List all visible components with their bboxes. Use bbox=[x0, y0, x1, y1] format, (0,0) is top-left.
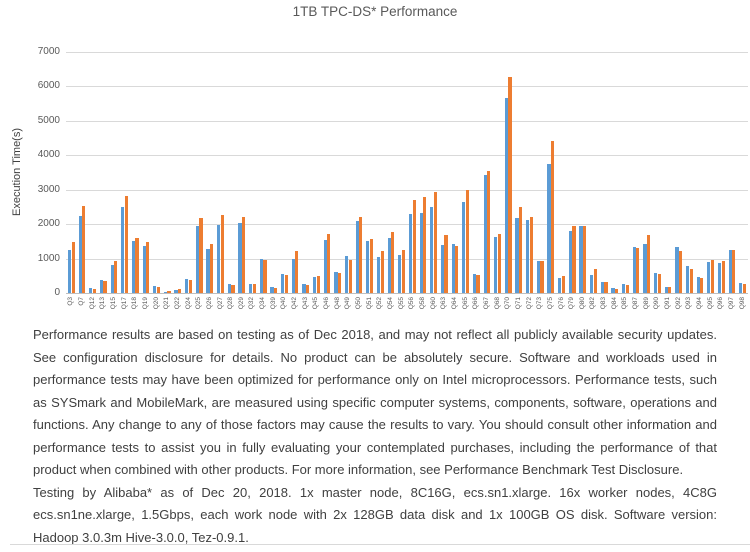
x-tick-label: Q45 bbox=[312, 297, 320, 310]
x-tick-label: Q12 bbox=[88, 297, 96, 310]
bar-Q71-series2 bbox=[519, 207, 522, 293]
x-tick-label: Q90 bbox=[653, 297, 661, 310]
bar-Q54-series2 bbox=[391, 232, 394, 293]
x-tick-label: Q46 bbox=[323, 297, 331, 310]
bar-Q93-series2 bbox=[690, 269, 693, 293]
disclaimer-paragraph-2: Testing by Alibaba* as of Dec 20, 2018. 1x master node, 8C16G, ecs.sn1.xlarge. 16x worker nodes, 4C8G ecs.sn1ne.xlarge, 1.5Gbps, each work node with 2x 128GB data disk and 1x 100GB OS disk. Software version: Hadoop 3.0.3m Hive-3.0.0, Tez-0.9.1. bbox=[33, 484, 717, 545]
bar-Q50-series2 bbox=[359, 217, 362, 293]
bar-Q19-series2 bbox=[146, 242, 149, 293]
y-tick-label: 0 bbox=[54, 287, 60, 298]
x-tick-label: Q51 bbox=[365, 297, 373, 310]
x-tick-label: Q56 bbox=[408, 297, 416, 310]
x-tick-label: Q85 bbox=[621, 297, 629, 310]
x-tick-label: Q68 bbox=[493, 297, 501, 310]
y-tick-label: 4000 bbox=[37, 149, 60, 161]
y-tick-label: 2000 bbox=[37, 218, 60, 230]
gridline bbox=[66, 224, 748, 225]
x-tick-label: Q93 bbox=[685, 297, 693, 310]
y-tick-label: 5000 bbox=[37, 114, 60, 126]
x-tick-label: Q20 bbox=[152, 297, 160, 310]
bar-Q3-series2 bbox=[72, 242, 75, 293]
x-tick-label: Q73 bbox=[536, 297, 544, 310]
y-tick-label: 6000 bbox=[37, 80, 60, 92]
x-tick-label: Q91 bbox=[664, 297, 672, 310]
bar-Q45-series2 bbox=[317, 276, 320, 293]
bar-Q15-series2 bbox=[114, 261, 117, 293]
x-tick-label: Q19 bbox=[141, 297, 149, 310]
bar-Q60-series2 bbox=[434, 192, 437, 293]
bar-Q43-series2 bbox=[306, 285, 309, 293]
x-tick-label: Q22 bbox=[173, 297, 181, 310]
bar-Q34-series2 bbox=[263, 260, 266, 293]
x-tick-label: Q92 bbox=[674, 297, 682, 310]
x-tick-label: Q50 bbox=[355, 297, 363, 310]
x-tick-label: Q66 bbox=[472, 297, 480, 310]
x-tick-label: Q18 bbox=[131, 297, 139, 310]
gridline bbox=[66, 52, 748, 53]
bar-Q29-series2 bbox=[242, 217, 245, 293]
bar-Q70-series2 bbox=[508, 77, 511, 293]
gridline bbox=[66, 121, 748, 122]
y-tick-label: 1000 bbox=[37, 252, 60, 264]
bar-Q63-series2 bbox=[444, 235, 447, 293]
bar-Q7-series2 bbox=[82, 206, 85, 293]
x-tick-label: Q80 bbox=[578, 297, 586, 310]
bar-Q40-series2 bbox=[285, 275, 288, 293]
bar-Q12-series2 bbox=[93, 289, 96, 293]
x-tick-label: Q60 bbox=[429, 297, 437, 310]
x-tick-label: Q55 bbox=[397, 297, 405, 310]
bar-Q89-series2 bbox=[647, 235, 650, 293]
x-tick-label: Q72 bbox=[525, 297, 533, 310]
x-tick-label: Q28 bbox=[227, 297, 235, 310]
bar-Q39-series2 bbox=[274, 288, 277, 293]
bar-Q67-series2 bbox=[487, 171, 490, 293]
bar-Q97-series2 bbox=[732, 250, 735, 293]
x-tick-label: Q76 bbox=[557, 297, 565, 310]
bar-Q65-series2 bbox=[466, 190, 469, 293]
bar-Q95-series2 bbox=[711, 260, 714, 293]
x-tick-label: Q89 bbox=[642, 297, 650, 310]
bar-Q84-series2 bbox=[615, 289, 618, 293]
x-tick-label: Q82 bbox=[589, 297, 597, 310]
bar-Q68-series2 bbox=[498, 234, 501, 293]
bar-Q55-series2 bbox=[402, 250, 405, 293]
bar-Q42-series2 bbox=[295, 251, 298, 293]
bar-Q25-series2 bbox=[199, 218, 202, 293]
x-tick-label: Q87 bbox=[632, 297, 640, 310]
x-tick-label: Q84 bbox=[610, 297, 618, 310]
bar-Q22-series2 bbox=[178, 289, 181, 293]
bottom-divider bbox=[10, 544, 750, 545]
x-tick-label: Q97 bbox=[728, 297, 736, 310]
x-tick-label: Q64 bbox=[450, 297, 458, 310]
disclaimer-paragraph-1: Performance results are based on testing as of Dec 2018, and may not reflect all publicly available security updates. See configuration disclosure for details. No product can be absolutely secure. Software and workloads used in performance tests may have been optimized for performance only on Intel microprocessors. Performance tests, such as SYSmark and MobileMark, are measured using specific computer systems, components, software, operations and functions. Any change to any of those factors may cause the results to vary. You should consult other information and performance tests to assist you in fully evaluating your contemplated purchases, including the performance of that product when combined with other products. For more information, see Performance Benchmark Test Disclosure. bbox=[33, 327, 717, 477]
x-tick-label: Q25 bbox=[195, 297, 203, 310]
x-tick-label: Q94 bbox=[696, 297, 704, 310]
bar-Q82-series2 bbox=[594, 269, 597, 293]
x-tick-label: Q52 bbox=[376, 297, 384, 310]
bar-Q18-series2 bbox=[135, 238, 138, 293]
x-tick-label: Q79 bbox=[568, 297, 576, 310]
x-tick-label: Q54 bbox=[387, 297, 395, 310]
gridline bbox=[66, 155, 748, 156]
gridline bbox=[66, 86, 748, 87]
bar-Q96-series2 bbox=[722, 261, 725, 293]
y-tick-label: 7000 bbox=[37, 46, 60, 57]
bar-Q73-series2 bbox=[540, 261, 543, 293]
x-tick-label: Q43 bbox=[301, 297, 309, 310]
bar-Q64-series2 bbox=[455, 246, 458, 293]
x-tick-label: Q65 bbox=[461, 297, 469, 310]
x-tick-label: Q95 bbox=[706, 297, 714, 310]
bar-Q27-series2 bbox=[221, 215, 224, 293]
x-tick-label: Q96 bbox=[717, 297, 725, 310]
bar-Q51-series2 bbox=[370, 239, 373, 293]
x-tick-label: Q71 bbox=[514, 297, 522, 310]
bar-Q92-series2 bbox=[679, 251, 682, 293]
bar-Q94-series2 bbox=[700, 278, 703, 293]
x-tick-label: Q7 bbox=[77, 297, 85, 306]
x-tick-label: Q34 bbox=[259, 297, 267, 310]
bar-Q28-series2 bbox=[231, 285, 234, 293]
x-tick-label: Q15 bbox=[109, 297, 117, 310]
bar-Q49-series2 bbox=[349, 260, 352, 293]
x-tick-label: Q48 bbox=[333, 297, 341, 310]
bar-Q85-series2 bbox=[626, 285, 629, 293]
x-tick-label: Q39 bbox=[269, 297, 277, 310]
bar-Q48-series2 bbox=[338, 273, 341, 293]
x-tick-label: Q3 bbox=[67, 297, 75, 306]
bar-Q17-series2 bbox=[125, 196, 128, 293]
x-tick-label: Q27 bbox=[216, 297, 224, 310]
x-tick-label: Q32 bbox=[248, 297, 256, 310]
x-tick-label: Q70 bbox=[504, 297, 512, 310]
bar-Q79-series2 bbox=[572, 226, 575, 293]
x-tick-label: Q40 bbox=[280, 297, 288, 310]
x-tick-label: Q67 bbox=[482, 297, 490, 310]
bar-Q24-series2 bbox=[189, 280, 192, 293]
plot-area bbox=[66, 52, 748, 310]
x-tick-label: Q17 bbox=[120, 297, 128, 310]
x-tick-label: Q58 bbox=[418, 297, 426, 310]
x-tick-label: Q29 bbox=[237, 297, 245, 310]
x-tick-label: Q21 bbox=[163, 297, 171, 310]
x-tick-label: Q98 bbox=[738, 297, 746, 310]
bar-Q83-series2 bbox=[604, 282, 607, 293]
bar-Q32-series2 bbox=[253, 284, 256, 293]
bar-Q52-series2 bbox=[381, 251, 384, 293]
bar-Q66-series2 bbox=[476, 275, 479, 293]
x-tick-label: Q13 bbox=[99, 297, 107, 310]
bar-Q76-series2 bbox=[562, 276, 565, 293]
bar-Q26-series2 bbox=[210, 244, 213, 293]
x-tick-label: Q63 bbox=[440, 297, 448, 310]
bar-Q98-series2 bbox=[743, 284, 746, 293]
x-tick-label: Q75 bbox=[546, 297, 554, 310]
bar-Q20-series2 bbox=[157, 287, 160, 293]
bar-Q90-series2 bbox=[658, 274, 661, 293]
bar-Q87-series2 bbox=[636, 248, 639, 293]
chart-title: 1TB TPC-DS* Performance bbox=[292, 4, 458, 19]
bar-Q46-series2 bbox=[327, 234, 330, 293]
x-tick-label: Q42 bbox=[291, 297, 299, 310]
y-tick-label: 3000 bbox=[37, 183, 60, 195]
y-axis-title: Execution Time(s) bbox=[11, 127, 23, 217]
x-tick-label: Q24 bbox=[184, 297, 192, 310]
bar-Q21-series2 bbox=[167, 291, 170, 293]
x-tick-label: Q83 bbox=[600, 297, 608, 310]
bar-Q13-series2 bbox=[103, 281, 106, 293]
bar-Q91-series2 bbox=[668, 287, 671, 293]
x-tick-label: Q49 bbox=[344, 297, 352, 310]
bar-Q72-series2 bbox=[530, 217, 533, 293]
disclaimer-text bbox=[33, 324, 717, 549]
bar-Q58-series2 bbox=[423, 197, 426, 293]
x-tick-label: Q26 bbox=[205, 297, 213, 310]
bar-Q80-series2 bbox=[583, 226, 586, 293]
gridline bbox=[66, 190, 748, 191]
bar-Q56-series2 bbox=[413, 200, 416, 293]
bar-Q75-series2 bbox=[551, 141, 554, 293]
